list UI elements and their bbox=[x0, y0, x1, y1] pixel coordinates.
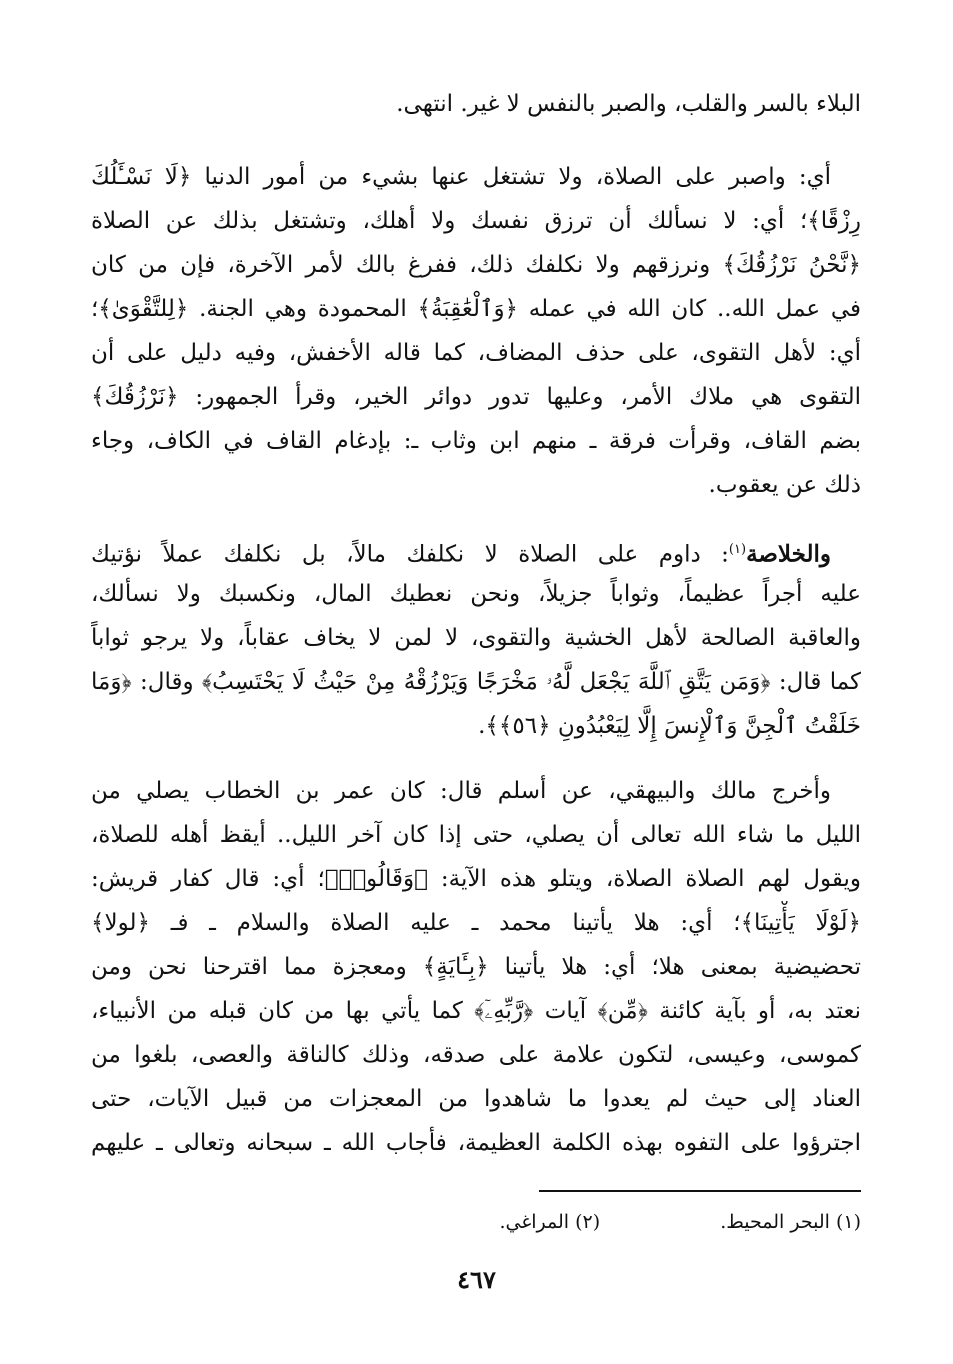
summary-heading: والخلاصة bbox=[746, 540, 831, 568]
footnote-divider bbox=[539, 1190, 861, 1192]
text-line: كموسى، وعيسى، لتكون علامة على صدقه، وذلك كالناقة والعصى، بلغوا من bbox=[91, 1042, 861, 1068]
footnote-2: (٢) المراغي. bbox=[499, 1211, 601, 1233]
text-line: ﴿نَّحْنُ نَرْزُقُكَ﴾ ونرزقهم ولا نكلفك ذلك، ففرغ بالك لأمر الآخرة، فإن من كان bbox=[91, 252, 861, 278]
text-line: العناد إلى حيث لم يعدوا ما شاهدوا من المعجزات من قبيل الآيات، حتى bbox=[91, 1086, 861, 1112]
text-line: التقوى هي ملاك الأمر، وعليها تدور دوائر الخير، وقرأ الجمهور: ﴿نَرْزُقُكَ﴾ bbox=[91, 384, 861, 410]
text-line: الليل ما شاء الله تعالى أن يصلي، حتى إذا كان آخر الليل.. أيقظ أهله للصلاة، bbox=[91, 822, 861, 848]
text-line: نعتد به، أو بآية كائنة ﴿مِّن﴾ آيات ﴿رَّبِّهِۦٓ﴾ كما يأتي بها من كان قبله من الأنبياء، bbox=[91, 998, 861, 1024]
text-line: كما قال: ﴿وَمَن يَتَّقِ ٱللَّهَ يَجْعَل لَّهُۥ مَخْرَجًا وَيَرْزُقْهُ مِنْ حَيْثُ لَا يَحْتَسِبُ﴾ وقال: ﴿وَمَا bbox=[91, 669, 861, 695]
footnotes bbox=[301, 1204, 861, 1240]
text-line: وأخرج مالك والبيهقي، عن أسلم قال: كان عمر بن الخطاب يصلي من bbox=[91, 778, 831, 804]
text-line: والعاقبة الصالحة لأهل الخشية والتقوى، لا لمن لا يخاف عقاباً، ولا يرجو ثواباً bbox=[91, 625, 861, 651]
footnote-ref: (١) bbox=[728, 542, 747, 557]
text-line: البلاء بالسر والقلب، والصبر بالنفس لا غير. انتهى. bbox=[396, 91, 861, 117]
text-line: اجترؤوا على التفوه بهذه الكلمة العظيمة، فأجاب الله ـ سبحانه وتعالى ـ عليهم bbox=[91, 1130, 861, 1156]
text-line: في عمل الله.. كان الله في عمله ﴿وَٱلْعَٰقِبَةُ﴾ المحمودة وهي الجنة. ﴿لِلتَّقْوَىٰ﴾؛ bbox=[91, 296, 861, 322]
text-line: رِزْقًا﴾؛ أي: لا نسألك أن ترزق نفسك ولا أهلك، وتشتغل بذلك عن الصلاة bbox=[91, 208, 861, 234]
text-line: بضم القاف، وقرأت فرقة ـ منهم ابن وثاب ـ: بإدغام القاف في الكاف، وجاء bbox=[91, 428, 861, 454]
text-line: ويقول لهم الصلاة الصلاة، ويتلو هذه الآية: ﴿وَقَالُوا۟﴾؛ أي: قال كفار قريش: bbox=[91, 866, 861, 892]
text-line: عليه أجراً عظيماً، وثواباً جزيلاً، ونحن نعطيك المال، ونكسبك ولا نسألك، bbox=[91, 581, 861, 607]
text-line: ﴿لَوْلَا يَأْتِينَا﴾؛ أي: هلا يأتينا محمد ـ عليه الصلاة والسلام ـ فـ ﴿لولا﴾ bbox=[91, 910, 861, 936]
text-line: تحضيضية بمعنى هلا؛ أي: هلا يأتينا ﴿بِـَٔايَةٍ﴾ ومعجزة مما اقترحنا نحن ومن bbox=[91, 954, 861, 980]
text-line: خَلَقْتُ ٱلْجِنَّ وَٱلْإِنسَ إِلَّا لِيَعْبُدُونِ ﴿٥٦﴾﴾. bbox=[478, 713, 861, 739]
text-line: ذلك عن يعقوب. bbox=[708, 472, 861, 498]
text-line: أي: لأهل التقوى، على حذف المضاف، كما قاله الأخفش، وفيه دليل على أن bbox=[91, 340, 861, 366]
footnote-1: (١) البحر المحيط. bbox=[720, 1211, 861, 1233]
text-span: : داوم على الصلاة لا نكلفك مالاً، بل نكلفك عملاً نؤتيك bbox=[91, 541, 729, 568]
text-line bbox=[91, 528, 861, 572]
text-line: أي: واصبر على الصلاة، ولا تشتغل عنها بشيء من أمور الدنيا ﴿لَا نَسْـَٔلُكَ bbox=[91, 164, 831, 190]
page-number: ٤٦٧ bbox=[457, 1265, 496, 1294]
